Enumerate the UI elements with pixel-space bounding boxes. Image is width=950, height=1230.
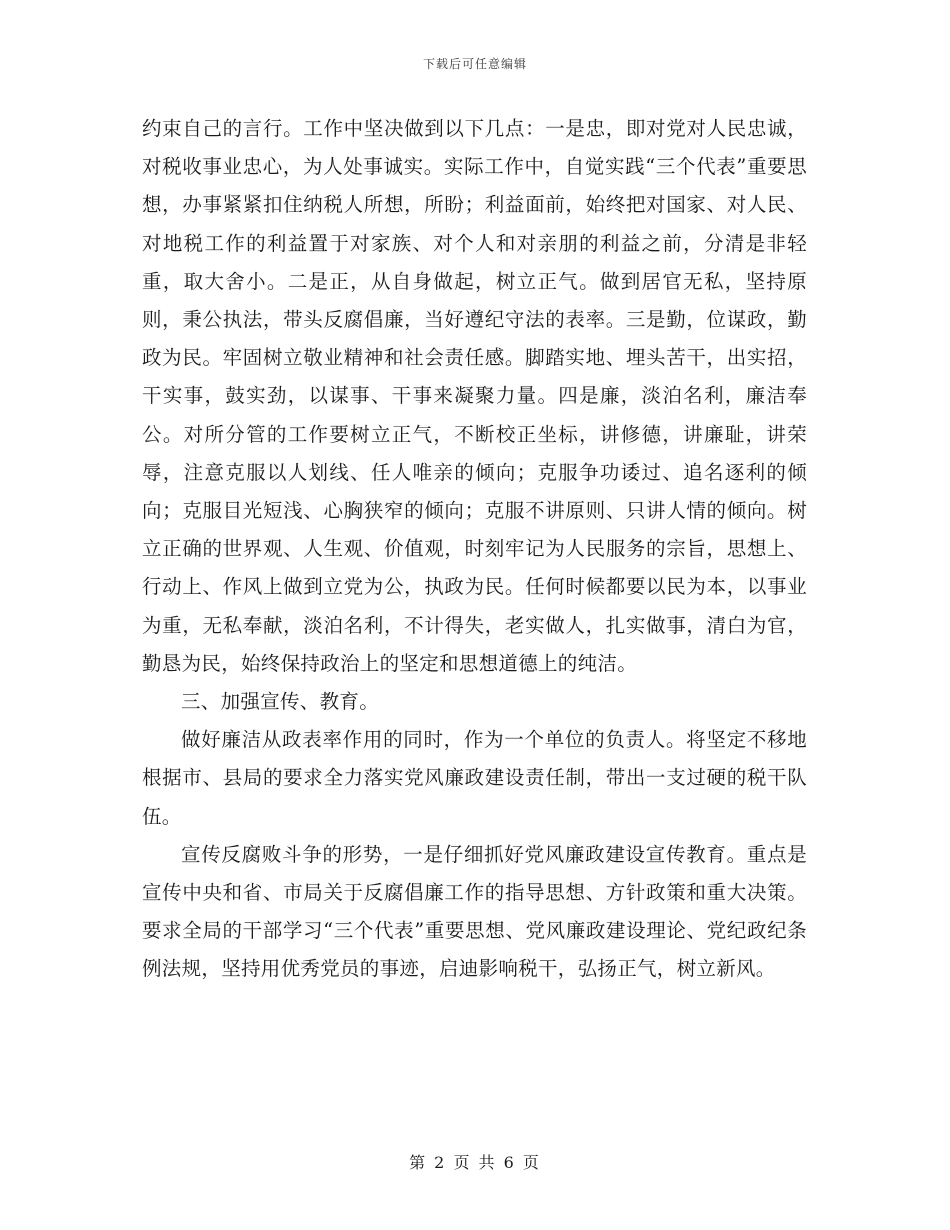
page-number: 第 2 页 共 6 页	[409, 1153, 541, 1172]
section-heading: 三、加强宣传、教育。	[181, 690, 380, 714]
body-paragraph: 做好廉洁从政表率作用的同时，作为一个单位的负责人。将坚定不移地根据市、县局的要求全力落实党风廉政建设责任制，带出一支过硬的税干队伍。	[142, 728, 807, 828]
body-paragraph: 约束自己的言行。工作中坚决做到以下几点：一是忠，即对党对人民忠诚，对税收事业忠心，为人处事诚实。实际工作中，自觉实践“三个代表”重要思想，办事紧紧扣住纳税人所想，所盼；利益面前，始终把对国家、对人民、对地税工作的利益置于对家族、对个人和对亲朋的利益之前，分清是非轻重，取大舍小。二是正，从自身做起，树立正气。做到居官无私，坚持原则，秉公执法，带头反腐倡廉，当好遵纪守法的表率。三是勤，位谋政，勤政为民。牢固树立敬业精神和社会责任感。脚踏实地、埋头苦干，出实招，干实事，鼓实劲，以谋事、干事来凝聚力量。四是廉，淡泊名利，廉洁奉公。对所分管的工作要树立正气，不断校正坐标，讲修德，讲廉耻，讲荣辱，注意克服以人划线、任人唯亲的倾向；克服争功诿过、追名逐利的倾向；克服目光短浅、心胸狭窄的倾向；克服不讲原则、只讲人情的倾向。树立正确的世界观、人生观、价值观，时刻牢记为人民服务的宗旨，思想上、行动上、作风上做到立党为公，执政为民。任何时候都要以民为本，以事业为重，无私奉献，淡泊名利，不计得失，老实做人，扎实做事，清白为官，勤恳为民，始终保持政治上的坚定和思想道德上的纯洁。	[142, 117, 807, 675]
header-note: 下载后可任意编辑	[422, 57, 527, 71]
document-body	[142, 110, 807, 989]
body-paragraph: 宣传反腐败斗争的形势，一是仔细抓好党风廉政建设宣传教育。重点是宣传中央和省、市局关于反腐倡廉工作的指导思想、方针政策和重大决策。要求全局的干部学习“三个代表”重要思想、党风廉政建设理论、党纪政纪条例法规，坚持用优秀党员的事迹，启迪影响税干，弘扬正气，树立新风。	[142, 842, 807, 981]
